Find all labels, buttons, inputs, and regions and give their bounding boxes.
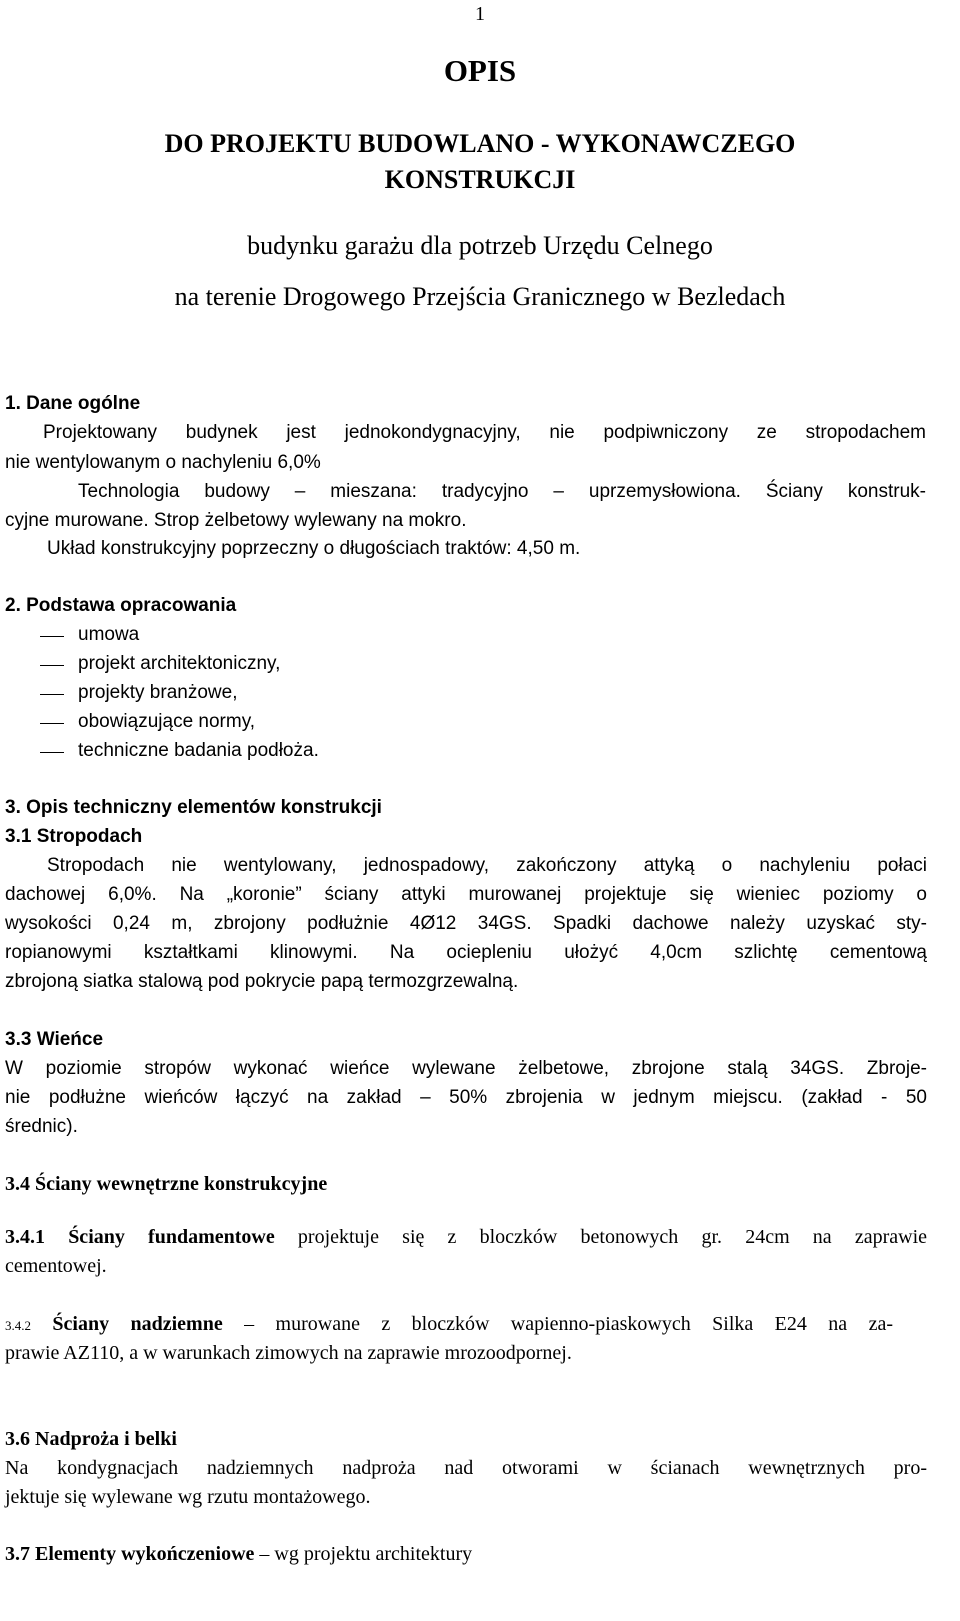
list-item: umowa [78, 624, 140, 645]
section-3-heading: 3. Opis techniczny elementów konstrukcji [5, 797, 382, 818]
page-number: 1 [475, 3, 485, 25]
section-3-3-line: W poziomie stropów wykonać wieńce wylewane żelbetowe, zbrojone stalą 34GS. Zbroje- [5, 1058, 927, 1079]
section-3-1-line: wysokości 0,24 m, zbrojony podłużnie 4Ø12 34GS. Spadki dachowe należy uzyskać sty- [5, 913, 927, 934]
list-item: projekt architektoniczny, [78, 653, 281, 674]
section-3-4-1-line [5, 1225, 927, 1249]
section-3-1-line: Stropodach nie wentylowany, jednospadowy, zakończony attyką o nachyleniu połaci [47, 855, 927, 876]
section-3-7-text: – wg projektu architektury [259, 1543, 473, 1565]
dash-bullet [40, 636, 64, 637]
section-1-line: Układ konstrukcyjny poprzeczny o długościach traktów: 4,50 m. [47, 538, 581, 559]
section-3-4-2-line-2: prawie AZ110, a w warunkach zimowych na zaprawie mrozoodpornej. [5, 1342, 572, 1364]
section-1-heading: 1. Dane ogólne [5, 393, 141, 414]
document-title: OPIS [443, 53, 517, 88]
section-3-1-line: ropianowymi kształtkami klinowymi. Na ociepleniu ułożyć 4,0cm szlichtę cementową [5, 942, 927, 963]
building-description-line-1: budynku garażu dla potrzeb Urzędu Celnego [247, 231, 713, 260]
section-3-6-line: jektuje się wylewane wg rzutu montażowego. [5, 1486, 371, 1508]
dash-bullet [40, 752, 64, 753]
section-3-6-line: Na kondygnacjach nadziemnych nadproża nad otworami w ścianach wewnętrznych pro- [5, 1457, 927, 1479]
section-3-3-heading: 3.3 Wieńce [5, 1029, 104, 1050]
section-1-line: Technologia budowy – mieszana: tradycyjno – uprzemysłowiona. Ściany konstruk- [78, 481, 926, 502]
dash-bullet [40, 723, 64, 724]
document-subtitle-line-1: DO PROJEKTU BUDOWLANO - WYKONAWCZEGO [164, 129, 796, 158]
building-description-line-2: na terenie Drogowego Przejścia Granicznego w Bezledach [174, 282, 786, 311]
section-1-line: Projektowany budynek jest jednokondygnacyjny, nie podpiwniczony ze stropodachem [43, 422, 926, 443]
section-1-line: nie wentylowanym o nachyleniu 6,0% [5, 452, 321, 473]
section-3-4-1-text: projektuje się z bloczków betonowych gr. 24cm na zaprawie [297, 1226, 928, 1248]
section-3-4-1-number: 3.4.1 [5, 1226, 45, 1248]
section-3-1-line: dachowej 6,0%. Na „koronie” ściany attyki murowanej projektuje się wieniec poziomy o [5, 884, 927, 905]
section-3-4-1-line-2: cementowej. [5, 1255, 107, 1277]
list-item: projekty branżowe, [78, 682, 238, 703]
section-3-7-line [5, 1542, 472, 1566]
section-3-1-line: zbrojoną siatka stalową pod pokrycie papą termozgrzewalną. [5, 971, 519, 992]
section-3-6-heading: 3.6 Nadproża i belki [5, 1428, 177, 1450]
section-2-heading: 2. Podstawa opracowania [5, 595, 237, 616]
section-3-4-2-text: – murowane z bloczków wapienno-piaskowych Silka E24 na za- [244, 1313, 893, 1335]
section-3-7-title: 3.7 Elementy wykończeniowe [5, 1543, 255, 1565]
section-3-4-2-number: 3.4.2 [5, 1318, 31, 1333]
section-3-1-heading: 3.1 Stropodach [5, 826, 143, 847]
list-item: obowiązujące normy, [78, 711, 256, 732]
dash-bullet [40, 665, 64, 666]
section-3-4-2-title: Ściany nadziemne [52, 1313, 223, 1335]
dash-bullet [40, 694, 64, 695]
document-subtitle-line-2: KONSTRUKCJI [384, 165, 576, 194]
section-3-3-line: nie podłużne wieńców łączyć na zakład – 50% zbrojenia w jednym miejscu. (zakład - 50 [5, 1087, 927, 1108]
list-item: techniczne badania podłoża. [78, 740, 319, 761]
section-3-4-2-line [5, 1312, 893, 1338]
section-3-3-line: średnic). [5, 1116, 78, 1137]
section-3-4-heading: 3.4 Ściany wewnętrzne konstrukcyjne [5, 1173, 328, 1195]
section-3-4-1-title: Ściany fundamentowe [68, 1226, 275, 1248]
section-1-line: cyjne murowane. Strop żelbetowy wylewany na mokro. [5, 510, 467, 531]
